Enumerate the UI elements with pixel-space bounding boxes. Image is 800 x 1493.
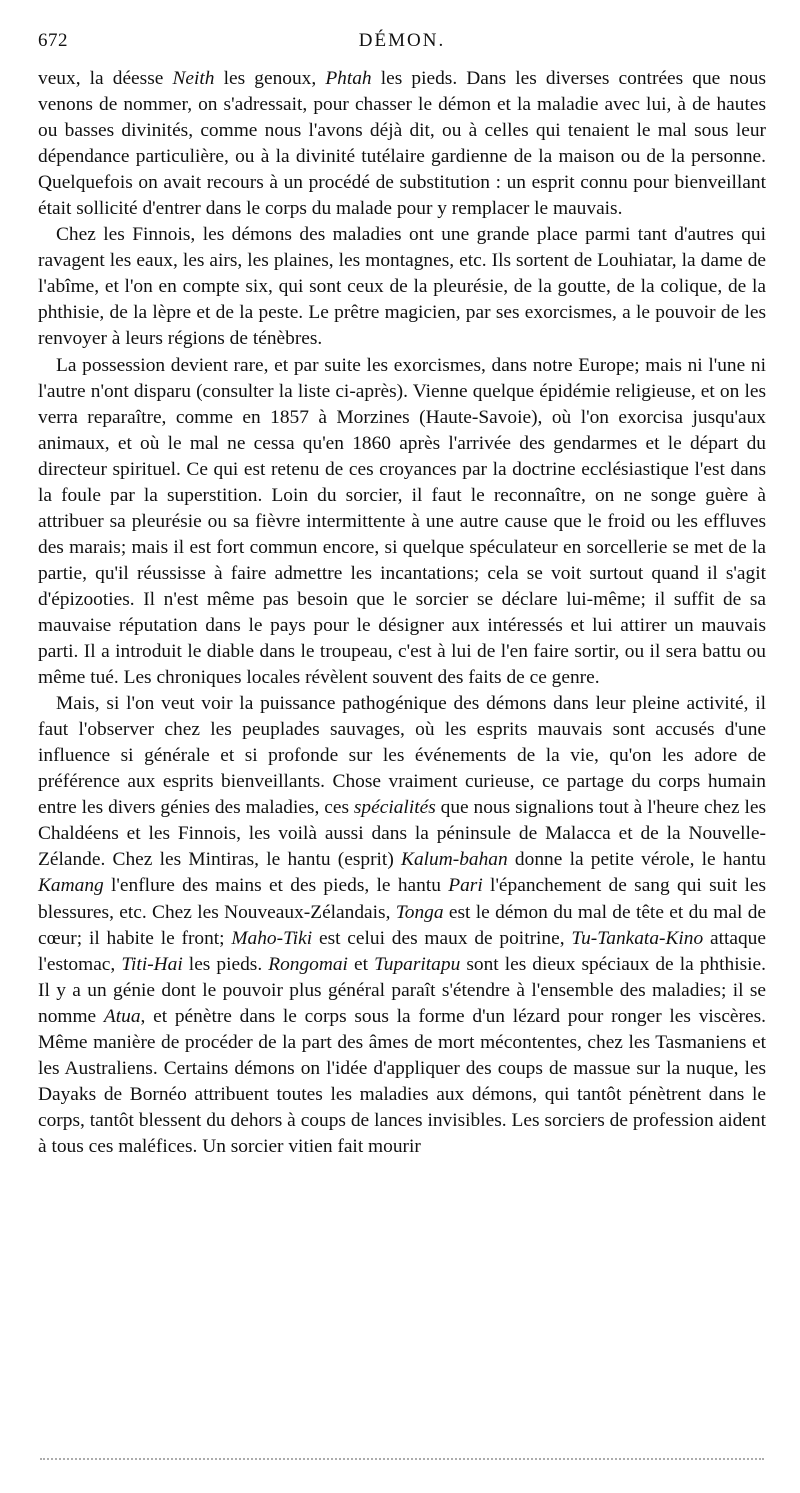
text-run: les pieds. Dans les diverses contrées que nous venons de nommer, on s'adressait, pour chasser le démon et la maladie avec lui, à de hautes ou basses divinités, comme nous l'avons déjà dit, ou à celles qui tenaient le mal sous leur dépendance particulière, ou à la divinité tutélaire gardienne de la maison ou de la personne. Quelquefois on avait recours à un procédé de substitution : un esprit connu pour bienveillant était sollicité d'entrer dans le corps du malade pour y remplacer le mauvais. bbox=[38, 68, 767, 220]
paragraph bbox=[38, 66, 766, 222]
italic-term: Kamang bbox=[38, 875, 104, 897]
italic-term: Titi-Hai bbox=[121, 953, 183, 975]
text-run: est le démon du mal de tête et du mal de cœur; il habite le front; bbox=[38, 901, 766, 949]
book-page bbox=[38, 30, 766, 1160]
page-number: 672 bbox=[38, 30, 68, 51]
italic-term: Tuparitapu bbox=[374, 953, 461, 975]
paragraph bbox=[38, 353, 766, 692]
text-run: veux, la déesse bbox=[38, 68, 173, 89]
paragraph bbox=[38, 222, 766, 352]
text-run: l'épanchement de sang qui suit les blessures, etc. Chez les Nouveaux-Zélandais, bbox=[38, 875, 766, 923]
italic-term: Tonga bbox=[395, 901, 444, 923]
italic-term: Phtah bbox=[325, 68, 372, 89]
italic-term: Kalum-bahan bbox=[401, 849, 508, 871]
text-run: sont les dieux spéciaux de la phthisie. Il y a un génie dont le pouvoir plus général paraît s'étendre à l'ensemble des maladies; il se nomme bbox=[38, 953, 766, 1027]
text-run: est celui des maux de poitrine, bbox=[312, 927, 572, 949]
text-run: que nous signalions tout à l'heure chez les Chaldéens et les Finnois, les voilà aussi dans la péninsule de Malacca et de la Nouvelle-Zélande. Chez les Mintiras, le hantu (esprit) bbox=[38, 797, 766, 871]
text-run: l'enflure des mains et des pieds, le hantu bbox=[103, 875, 449, 897]
page-header bbox=[38, 30, 766, 56]
text-run: les pieds. bbox=[182, 953, 269, 975]
text-run: attaque l'estomac, bbox=[38, 927, 766, 975]
italic-term: Atua bbox=[103, 1005, 141, 1027]
italic-term: Pari bbox=[448, 875, 483, 897]
italic-term: Neith bbox=[172, 68, 215, 89]
italic-term: spécialités bbox=[353, 797, 436, 819]
text-run: Chez les Finnois, les démons des maladies ont une grande place parmi tant d'autres qui ravagent les eaux, les airs, les plaines, les montagnes, etc. Ils sortent de Louhiatar, la dame de l'abîme, et l'on en compte six, qui sont ceux de la pleurésie, de la goutte, de la colique, de la phthisie, de la lèpre et de la peste. Le prêtre magicien, par ses exorcismes, a le pouvoir de les renvoyer à leurs régions de ténèbres. bbox=[38, 224, 766, 350]
italic-term: Maho-Tiki bbox=[231, 927, 313, 949]
text-run: donne la petite vérole, le hantu bbox=[507, 849, 766, 871]
footer-rule bbox=[40, 1458, 764, 1460]
text-run: les genoux, bbox=[214, 68, 326, 89]
text-run: et bbox=[347, 953, 375, 975]
body-text bbox=[38, 66, 766, 1160]
text-run: , et pénètre dans le corps sous la forme d'un lézard pour ronger les viscères. Même manière de procéder de la part des âmes de mort mécontentes, chez les Tasmaniens et les Australiens. Certains démons on l'idée d'appliquer des coups de massue sur la nuque, les Dayaks de Bornéo attribuent toutes les maladies aux démons, qui tantôt pénètrent dans le corps, tantôt blessent du dehors à coups de lances invisibles. Les sorciers de profession aident à tous ces maléfices. Un sorcier vitien fait mourir bbox=[38, 1005, 766, 1157]
text-run: Mais, si l'on veut voir la puissance pathogénique des démons dans leur pleine activité, il faut l'observer chez les peuplades sauvages, où les esprits mauvais sont accusés d'une influence si générale et si profonde sur les événements de la vie, qu'on les adore de préférence aux esprits bienveillants. Chose vraiment curieuse, ce partage du corps humain entre les divers génies des maladies, ces bbox=[38, 693, 766, 819]
paragraph bbox=[38, 691, 766, 1160]
italic-term: Tu-Tankata-Kino bbox=[571, 927, 704, 949]
text-run: La possession devient rare, et par suite les exorcismes, dans notre Europe; mais ni l'une ni l'autre n'ont disparu (consulter la liste ci-après). Vienne quelque épidémie religieuse, et on les verra reparaître, comme en 1857 à Morzines (Haute-Savoie), où l'on exorcisa jusqu'aux animaux, et où le mal ne cessa qu'en 1860 après l'arrivée des gendarmes et le départ du directeur spirituel. Ce qui est retenu de ces croyances par la doctrine ecclésiastique l'est dans la foule par la superstition. Loin du sorcier, il faut le reconnaître, on ne songe guère à attribuer sa pleurésie ou sa fièvre intermittente à une autre cause que le froid ou les effluves des marais; mais il est fort commun encore, si quelque spéculateur en sorcellerie se met de la partie, qu'il réussisse à faire admettre les incantations; cela se voit surtout quand il s'agit d'épizooties. Il n'est même pas besoin que le sorcier se déclare lui-même; il suffit de sa mauvaise réputation dans le pays pour le désigner aux intéressés et lui attirer un mauvais parti. Il a introduit le diable dans le troupeau, c'est à lui de l'en faire sortir, ou il sera battu ou même tué. Les chroniques locales révèlent souvent des faits de ce genre. bbox=[38, 354, 766, 689]
italic-term: Rongomai bbox=[268, 953, 348, 975]
running-title: DÉMON. bbox=[358, 30, 446, 51]
